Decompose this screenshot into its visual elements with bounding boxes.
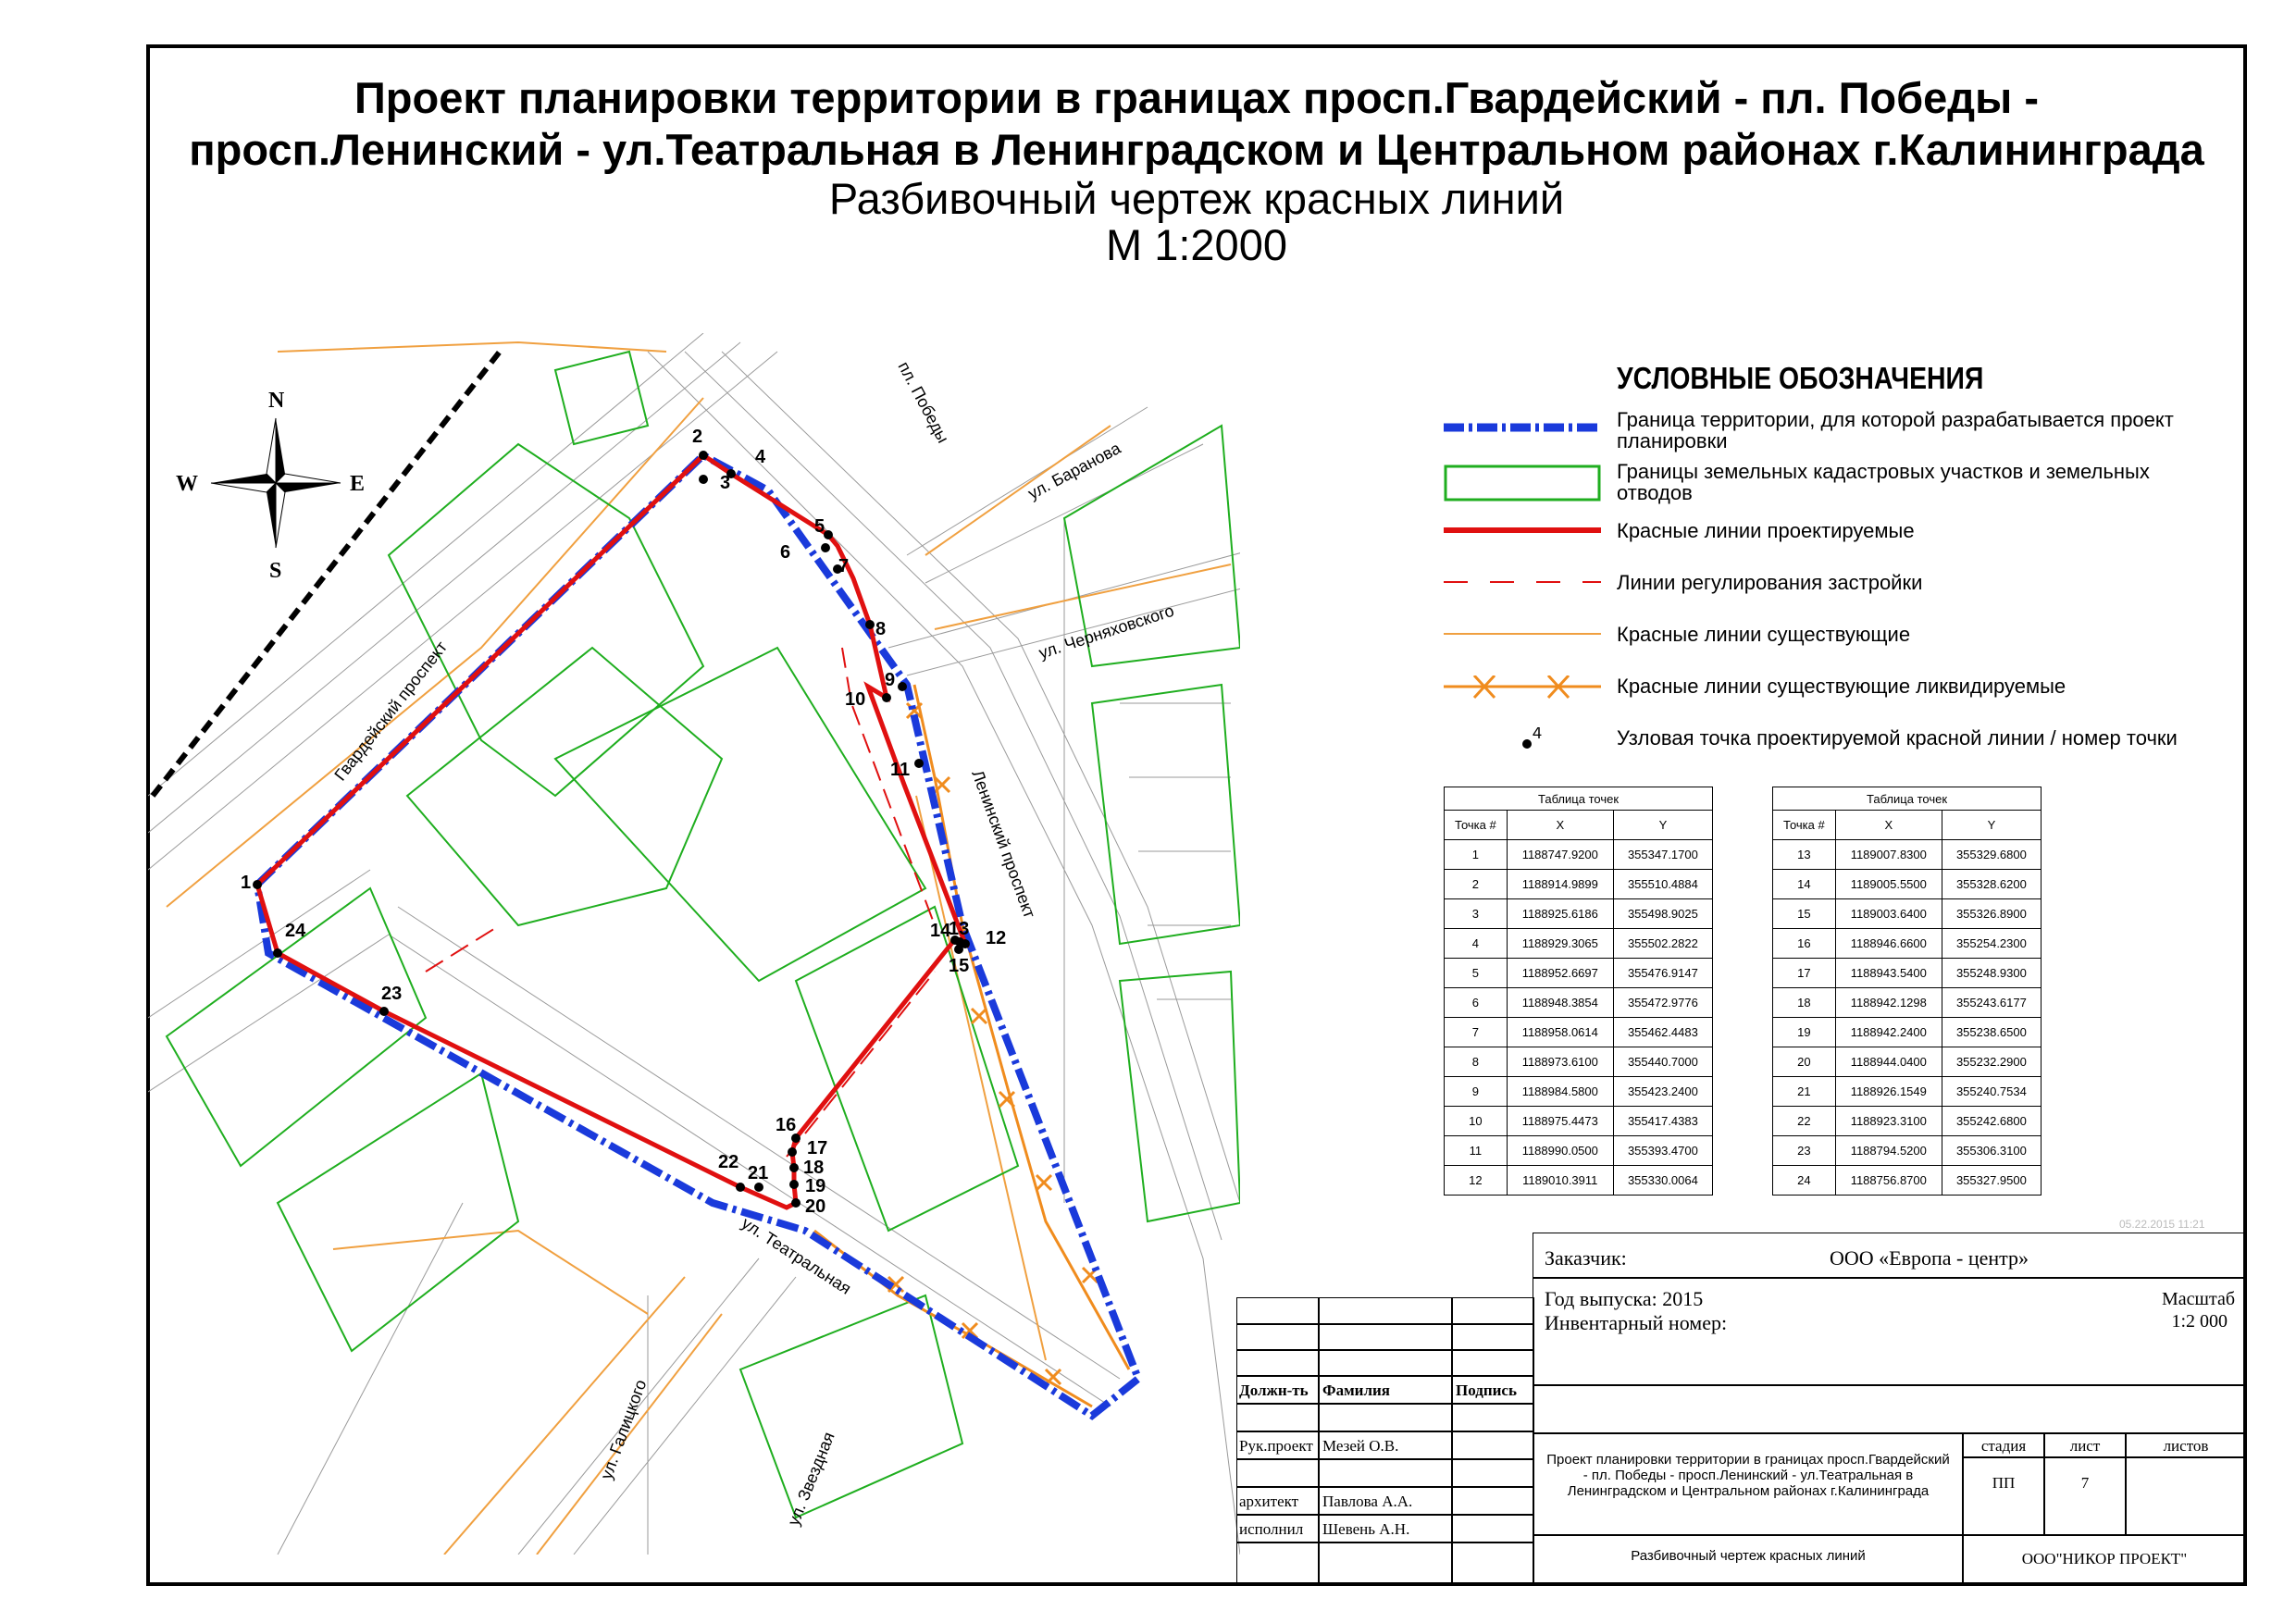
grid-cell — [1236, 1297, 1320, 1325]
point-x: 1188942.1298 — [1835, 988, 1942, 1018]
point-number: 12 — [1445, 1166, 1508, 1196]
table-row — [1445, 1136, 1713, 1166]
point-y: 355498.9025 — [1613, 899, 1712, 929]
table-row — [1445, 899, 1713, 929]
node-label: 16 — [776, 1115, 797, 1135]
blue-dashed-line-icon — [1444, 409, 1601, 455]
table-row — [1445, 870, 1713, 899]
street-leninsky: Ленинский проспект — [968, 767, 1039, 921]
point-x: 1188973.6100 — [1507, 1047, 1613, 1077]
point-y: 355472.9776 — [1613, 988, 1712, 1018]
col-position-label: Должн-ть — [1239, 1381, 1309, 1399]
points-table-left — [1444, 787, 1713, 1196]
legend-item-text: Граница территории, для которой разрабатывается проект планировки — [1617, 408, 2174, 452]
point-number: 16 — [1773, 929, 1836, 959]
customer-label: Заказчик: — [1545, 1246, 1627, 1270]
grid-cell — [1451, 1323, 1534, 1351]
node-label: 23 — [381, 984, 403, 1004]
col-signature — [1451, 1375, 1534, 1405]
staff-signature — [1451, 1431, 1534, 1460]
grid-cell — [1318, 1542, 1453, 1586]
point-number: 8 — [1445, 1047, 1508, 1077]
legend — [1444, 361, 2212, 750]
point-number: 19 — [1773, 1018, 1836, 1047]
compass-n: N — [268, 389, 285, 413]
point-y: 355328.6200 — [1942, 870, 2041, 899]
point-y: 355242.6800 — [1942, 1107, 2041, 1136]
point-number: 14 — [1773, 870, 1836, 899]
table-body-left — [1445, 840, 1713, 1196]
grid-cell — [1318, 1323, 1453, 1351]
stamp-customer-row — [1533, 1233, 2247, 1279]
staff-name — [1318, 1431, 1453, 1460]
point-y: 355248.9300 — [1942, 959, 2041, 988]
map-area[interactable] — [148, 333, 1240, 1555]
point-y: 355423.2400 — [1613, 1077, 1712, 1107]
point-x: 1189010.3911 — [1507, 1166, 1613, 1196]
table-row — [1445, 1077, 1713, 1107]
orange-cross-line-icon — [1444, 675, 1601, 722]
node-label: 15 — [949, 956, 970, 976]
legend-item — [1444, 624, 2212, 670]
compass-e: E — [350, 472, 366, 496]
title-block — [148, 72, 2245, 268]
node-label: 12 — [986, 928, 1007, 948]
point-number: 2 — [1445, 870, 1508, 899]
point-x: 1188952.6697 — [1507, 959, 1613, 988]
point-y: 355330.0064 — [1613, 1166, 1712, 1196]
point-y: 355440.7000 — [1613, 1047, 1712, 1077]
table-row — [1445, 1166, 1713, 1196]
point-x: 1188929.3065 — [1507, 929, 1613, 959]
table-header: X — [1835, 811, 1942, 840]
node-label: 20 — [805, 1196, 826, 1217]
point-x: 1189003.6400 — [1835, 899, 1942, 929]
orange-existing-lines — [167, 342, 1231, 1555]
point-y: 355510.4884 — [1613, 870, 1712, 899]
grid-cell — [1318, 1297, 1453, 1325]
point-x: 1188942.2400 — [1835, 1018, 1942, 1047]
node-label: 19 — [805, 1176, 826, 1196]
staff-position-text: исполнил — [1239, 1520, 1304, 1538]
title-line-3: Разбивочный чертеж красных линий — [828, 174, 1565, 223]
staff-position-text: архитект — [1239, 1493, 1299, 1510]
table-row — [1773, 1166, 2042, 1196]
node-label: 11 — [890, 760, 911, 780]
table-header: Точка # — [1445, 811, 1508, 840]
grid-cell — [1318, 1349, 1453, 1377]
point-y: 355254.2300 — [1942, 929, 2041, 959]
point-y: 355327.9500 — [1942, 1166, 2041, 1196]
red-thick-line-icon — [1444, 520, 1601, 566]
table-row — [1773, 840, 2042, 870]
year-label: Год выпуска: 2015 — [1545, 1287, 1704, 1310]
point-y: 355240.7534 — [1942, 1077, 2041, 1107]
rail-track — [153, 352, 500, 796]
background-cadastral-lines — [148, 333, 1240, 1555]
staff-signature — [1451, 1514, 1534, 1543]
point-x: 1188975.4473 — [1507, 1107, 1613, 1136]
table-row — [1445, 1018, 1713, 1047]
title-line-2: просп.Ленинский - ул.Театральная в Ленинградском и Центральном районах г.Калининграда — [189, 125, 2204, 174]
grid-cell — [1318, 1403, 1453, 1432]
point-y: 355238.6500 — [1942, 1018, 2041, 1047]
staff-position — [1236, 1431, 1320, 1460]
node-point-icon — [1444, 727, 1601, 774]
point-number: 24 — [1773, 1166, 1836, 1196]
point-number: 6 — [1445, 988, 1508, 1018]
point-y: 355393.4700 — [1613, 1136, 1712, 1166]
table-row — [1445, 1107, 1713, 1136]
grid-cell — [1236, 1458, 1320, 1488]
title-line-1: Проект планировки территории в границах просп.Гвардейский - пл. Победы - — [354, 73, 2039, 122]
table-header: Y — [1613, 811, 1712, 840]
node-label: 9 — [885, 670, 896, 690]
point-y: 355232.2900 — [1942, 1047, 2041, 1077]
point-number: 4 — [1445, 929, 1508, 959]
grid-cell — [1451, 1458, 1534, 1488]
point-number: 1 — [1445, 840, 1508, 870]
sheets-value — [2125, 1456, 2247, 1536]
table-row — [1773, 1018, 2042, 1047]
legend-node-sample: 4 — [1533, 727, 1543, 742]
grid-cell — [1236, 1542, 1320, 1586]
compass-w: W — [176, 472, 198, 496]
green-cadastral-plots — [167, 352, 1240, 1518]
node-label: 21 — [748, 1163, 769, 1183]
staff-name-text: Шевень А.Н. — [1322, 1520, 1410, 1538]
point-number: 21 — [1773, 1077, 1836, 1107]
point-number: 18 — [1773, 988, 1836, 1018]
staff-name-text: Мезей О.В. — [1322, 1437, 1399, 1455]
table-row — [1773, 1136, 2042, 1166]
grid-cell — [1236, 1349, 1320, 1377]
point-x: 1188944.0400 — [1835, 1047, 1942, 1077]
grid-cell — [1236, 1403, 1320, 1432]
title-scale: М 1:2000 — [1106, 220, 1287, 269]
table-row — [1773, 1077, 2042, 1107]
sheets-label: листов — [2125, 1432, 2247, 1458]
point-number: 20 — [1773, 1047, 1836, 1077]
point-number: 10 — [1445, 1107, 1508, 1136]
node-label: 7 — [838, 556, 850, 576]
street-galitskogo: ул. Галицкого — [596, 1377, 651, 1482]
street-chernyakhovskogo: ул. Черняховского — [1036, 601, 1177, 663]
point-y: 355462.4483 — [1613, 1018, 1712, 1047]
compass-rose-icon — [176, 389, 365, 583]
compass-s: S — [269, 559, 282, 583]
points-table-right — [1772, 787, 2042, 1196]
node-label: 1 — [241, 873, 252, 893]
table-row — [1445, 1047, 1713, 1077]
grid-cell — [1236, 1323, 1320, 1351]
point-x: 1188914.9899 — [1507, 870, 1613, 899]
table-caption: Таблица точек — [1445, 787, 1713, 811]
node-label: 2 — [692, 427, 703, 447]
customer-value: ООО «Европа - центр» — [1830, 1246, 2029, 1270]
point-x: 1188946.6600 — [1835, 929, 1942, 959]
point-x: 1188925.6186 — [1507, 899, 1613, 929]
legend-item — [1444, 572, 2212, 618]
legend-item-text: Красные линии существующие ликвидируемые — [1617, 675, 2066, 698]
table-body-right — [1773, 840, 2042, 1196]
point-y: 355243.6177 — [1942, 988, 2041, 1018]
table-row — [1773, 1047, 2042, 1077]
point-y: 355417.4383 — [1613, 1107, 1712, 1136]
point-number: 11 — [1445, 1136, 1508, 1166]
point-x: 1188926.1549 — [1835, 1077, 1942, 1107]
red-dashed-line-icon — [1444, 572, 1601, 618]
staff-name-text: Павлова А.А. — [1322, 1493, 1413, 1510]
point-x: 1188756.8700 — [1835, 1166, 1942, 1196]
col-signature-label: Подпись — [1456, 1381, 1517, 1399]
table-row — [1445, 959, 1713, 988]
table-row — [1773, 929, 2042, 959]
col-name — [1318, 1375, 1453, 1405]
point-y: 355502.2822 — [1613, 929, 1712, 959]
street-baranova: ул. Баранова — [1024, 439, 1124, 503]
legend-item-text: Границы земельных кадастровых участков и земельных отводов — [1617, 460, 2150, 504]
green-rectangle-icon — [1444, 461, 1601, 507]
col-position — [1236, 1375, 1320, 1405]
point-number: 3 — [1445, 899, 1508, 929]
table-caption: Таблица точек — [1773, 787, 2042, 811]
datestamp: 05.22.2015 11:21 — [2119, 1218, 2205, 1231]
table-header: X — [1507, 811, 1613, 840]
table-header: Точка # — [1773, 811, 1836, 840]
grid-cell — [1451, 1297, 1534, 1325]
point-x: 1188948.3854 — [1507, 988, 1613, 1018]
orange-liquidated-line — [814, 685, 1129, 1406]
node-label: 10 — [845, 689, 866, 710]
stamp-year-row — [1533, 1277, 2247, 1386]
street-gvardeysky: Гвардейский проспект — [330, 638, 452, 785]
node-labels — [241, 427, 1006, 1217]
staff-name — [1318, 1486, 1453, 1516]
stage-value: ПП — [1962, 1456, 2045, 1536]
point-x: 1188923.3100 — [1835, 1107, 1942, 1136]
point-x: 1188984.5800 — [1507, 1077, 1613, 1107]
point-number: 22 — [1773, 1107, 1836, 1136]
table-row — [1773, 899, 2042, 929]
node-label: 14 — [930, 921, 951, 941]
point-number: 23 — [1773, 1136, 1836, 1166]
point-y: 355476.9147 — [1613, 959, 1712, 988]
point-x: 1188958.0614 — [1507, 1018, 1613, 1047]
node-label: 5 — [814, 516, 825, 537]
map-svg — [148, 333, 1240, 1555]
red-lines-designed — [257, 455, 965, 1208]
sheet-label: лист — [2043, 1432, 2127, 1458]
point-x: 1188794.5200 — [1835, 1136, 1942, 1166]
stamp-company: ООО"НИКОР ПРОЕКТ" — [1962, 1534, 2247, 1586]
legend-item — [1444, 520, 2212, 566]
legend-item — [1444, 461, 2212, 507]
scale-value: 1:2 000 — [2171, 1311, 2228, 1332]
point-number: 9 — [1445, 1077, 1508, 1107]
legend-item-text: Красные линии проектируемые — [1617, 519, 1915, 542]
point-number: 15 — [1773, 899, 1836, 929]
point-number: 5 — [1445, 959, 1508, 988]
point-number: 7 — [1445, 1018, 1508, 1047]
street-labels — [330, 358, 1176, 1528]
legend-item-text: Линии регулирования застройки — [1617, 571, 1923, 594]
point-x: 1189005.5500 — [1835, 870, 1942, 899]
title-stamp — [1236, 1233, 2247, 1586]
staff-position — [1236, 1514, 1320, 1543]
staff-position-text: Рук.проект — [1239, 1437, 1313, 1455]
node-label: 6 — [780, 542, 791, 563]
grid-cell — [1451, 1542, 1534, 1586]
sheet-value: 7 — [2043, 1456, 2127, 1536]
stamp-blank-row — [1533, 1384, 2247, 1434]
table-row — [1445, 840, 1713, 870]
point-x: 1188990.0500 — [1507, 1136, 1613, 1166]
node-label: 13 — [949, 919, 970, 939]
table-row — [1773, 959, 2042, 988]
stamp-drawing-name: Разбивочный чертеж красных линий — [1533, 1534, 1964, 1586]
point-y: 355326.8900 — [1942, 899, 2041, 929]
legend-item-text: Красные линии существующие — [1617, 623, 1911, 646]
point-x: 1188943.5400 — [1835, 959, 1942, 988]
table-row — [1773, 870, 2042, 899]
node-label: 4 — [755, 447, 766, 467]
stage-label: стадия — [1962, 1432, 2045, 1458]
point-y: 355347.1700 — [1613, 840, 1712, 870]
table-row — [1445, 929, 1713, 959]
point-x: 1189007.8300 — [1835, 840, 1942, 870]
node-label: 17 — [807, 1138, 828, 1158]
street-teatralnaya: ул. Театральная — [738, 1213, 855, 1298]
legend-title: УСЛОВНЫЕ ОБОЗНАЧЕНИЯ — [1617, 361, 1984, 395]
table-row — [1445, 988, 1713, 1018]
grid-cell — [1318, 1458, 1453, 1488]
inventory-label: Инвентарный номер: — [1545, 1311, 1728, 1334]
stamp-project-name: Проект планировки территории в границах просп.Гвардейский - пл. Победы - просп.Ленинский - ул.Театральная в Ленинградском и Центральном районах г.Калининграда — [1533, 1432, 1964, 1536]
point-number: 13 — [1773, 840, 1836, 870]
grid-cell — [1451, 1349, 1534, 1377]
node-label: 18 — [803, 1158, 825, 1178]
point-x: 1188747.9200 — [1507, 840, 1613, 870]
point-y: 355306.3100 — [1942, 1136, 2041, 1166]
node-label: 24 — [285, 921, 306, 941]
staff-signature — [1451, 1486, 1534, 1516]
staff-position — [1236, 1486, 1320, 1516]
scale-label: Масштаб — [2162, 1289, 2235, 1309]
point-y: 355329.6800 — [1942, 840, 2041, 870]
node-points — [253, 451, 970, 1208]
legend-item-text: Узловая точка проектируемой красной линии / номер точки — [1617, 726, 2178, 750]
table-header: Y — [1942, 811, 2041, 840]
col-name-label: Фамилия — [1322, 1381, 1391, 1399]
node-label: 3 — [720, 473, 731, 493]
table-row — [1773, 1107, 2042, 1136]
node-label: 8 — [875, 619, 887, 639]
street-pobedy: пл. Победы — [894, 358, 953, 446]
node-label: 22 — [718, 1152, 739, 1172]
legend-item — [1444, 727, 2212, 774]
street-zvezdnaya: ул. Звездная — [784, 1429, 838, 1529]
orange-thin-line-icon — [1444, 624, 1601, 670]
legend-item — [1444, 409, 2212, 455]
legend-item — [1444, 675, 2212, 722]
table-row — [1773, 988, 2042, 1018]
point-number: 17 — [1773, 959, 1836, 988]
grid-cell — [1451, 1403, 1534, 1432]
staff-name — [1318, 1514, 1453, 1543]
